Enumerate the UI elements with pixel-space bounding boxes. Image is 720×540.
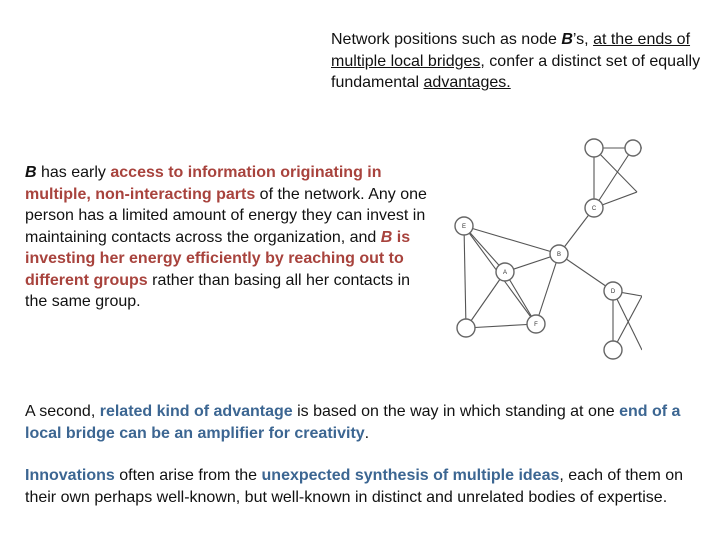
intro-text-1: Network positions such as node	[331, 31, 562, 48]
network-diagram	[446, 136, 642, 364]
para2-highlight-2: end of a local bridge can be an amplifier for creativity	[25, 403, 681, 442]
edge	[594, 148, 633, 208]
intro-paragraph	[331, 29, 706, 94]
intro-text-3: , confer a distinct set of equally fundamental	[331, 52, 701, 91]
node	[457, 319, 475, 337]
para1-text-1: has early	[36, 164, 111, 181]
para3-text-2: , each of them on their own perhaps well-known, but well-known in distinct and unrelated bodies of expertise.	[25, 467, 684, 506]
para2-text-3: .	[364, 424, 370, 442]
para1-text-3: rather than basing all her contacts in the same group.	[25, 271, 411, 310]
para1-node-b: B	[25, 164, 37, 181]
para1-node-b-2: B	[380, 228, 393, 246]
creativity-paragraph	[25, 401, 705, 444]
para3-text-1: often arise from the	[114, 467, 262, 484]
edge	[461, 224, 467, 328]
node	[604, 341, 622, 359]
para1-text-2: of the network. Any one person has a limited amount of energy they can invest in maintaining contacts across the organization, and	[25, 185, 427, 246]
access-paragraph	[25, 162, 435, 313]
intro-text-2: ’s,	[572, 31, 594, 48]
para1-highlight-1: access to information originating in multiple, non-interacting parts	[25, 164, 382, 203]
edge	[461, 224, 559, 254]
edge	[466, 270, 508, 328]
para1-highlight-2: is investing her energy efficiently by reaching out to different groups	[25, 228, 411, 289]
node-label-f: F	[534, 322, 538, 328]
para2-highlight-1: related kind of advantage	[99, 403, 293, 420]
innovation-paragraph	[25, 465, 705, 508]
para3-highlight-2: unexpected synthesis of multiple ideas	[261, 467, 560, 484]
para2-text-2: is based on the way in which standing at one	[292, 403, 620, 420]
node-label-c: C	[591, 206, 597, 212]
node-label-b: B	[556, 252, 562, 258]
para2-text-1: A second,	[25, 403, 100, 420]
intro-underlined-1: at the ends of multiple local bridges	[331, 31, 691, 70]
node-label-e: E	[461, 224, 467, 230]
node-labels	[462, 206, 616, 328]
edge	[466, 324, 536, 328]
node-label-a: A	[502, 270, 508, 276]
para3-highlight-1: Innovations	[25, 467, 115, 484]
node	[625, 140, 641, 156]
node-label-d: D	[610, 289, 616, 295]
node	[585, 139, 603, 157]
intro-underlined-2: advantages.	[423, 74, 511, 91]
edge	[536, 252, 562, 324]
edge	[556, 252, 613, 291]
intro-node-b: B	[561, 31, 573, 48]
